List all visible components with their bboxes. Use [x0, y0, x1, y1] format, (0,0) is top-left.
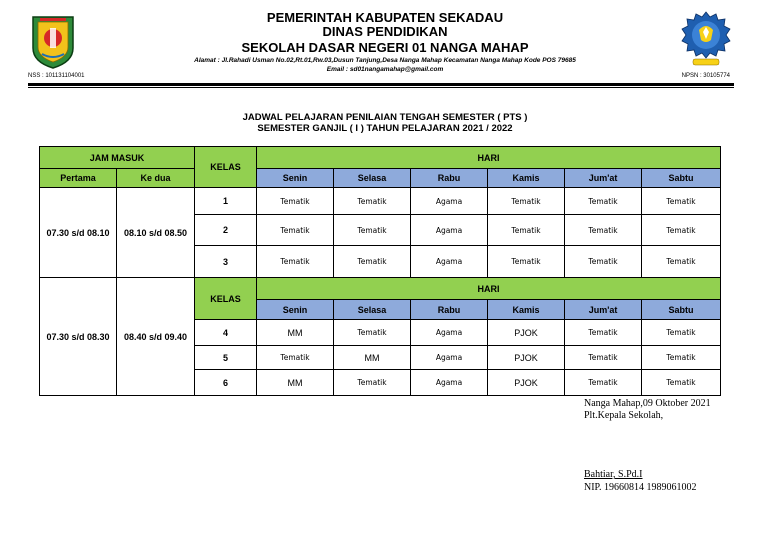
- subject-cell: Tematik: [565, 346, 642, 370]
- subject-cell: Tematik: [257, 346, 334, 370]
- time-pertama: 07.30 s/d 08.30: [40, 278, 117, 396]
- subject-cell: Tematik: [565, 370, 642, 396]
- subject-cell: Tematik: [334, 246, 411, 278]
- pertama-header: Pertama: [40, 169, 117, 188]
- kedua-header: Ke dua: [117, 169, 195, 188]
- subject-cell: Agama: [411, 370, 488, 396]
- schedule-title: JADWAL PELAJARAN PENILAIAN TENGAH SEMESTER ( PTS ): [242, 112, 528, 123]
- subject-cell: PJOK: [488, 320, 565, 346]
- regency-government-title: PEMERINTAH KABUPATEN SEKADAU: [266, 10, 504, 25]
- subject-cell: Tematik: [334, 320, 411, 346]
- schedule-table: [39, 146, 721, 396]
- day-header: Jum'at: [565, 169, 642, 188]
- subject-cell: Tematik: [488, 188, 565, 215]
- school-name-title: SEKOLAH DASAR NEGERI 01 NANGA MAHAP: [241, 40, 529, 55]
- hari-header: HARI: [257, 278, 721, 300]
- subject-cell: Tematik: [334, 370, 411, 396]
- day-header: Selasa: [334, 169, 411, 188]
- subject-cell: Tematik: [642, 188, 721, 215]
- schedule-subtitle: SEMESTER GANJIL ( I ) TAHUN PELAJARAN 2021 / 2022: [257, 123, 513, 134]
- signer-position: Plt.Kepala Sekolah,: [584, 410, 664, 421]
- day-header: Kamis: [488, 169, 565, 188]
- npsn-number: NPSN : 30105774: [681, 73, 730, 79]
- place-date: Nanga Mahap,09 Oktober 2021: [584, 398, 711, 409]
- subject-cell: Tematik: [257, 246, 334, 278]
- kelas-header: KELAS: [195, 147, 257, 188]
- time-kedua: 08.10 s/d 08.50: [117, 188, 195, 278]
- kelas-cell: 2: [195, 215, 257, 246]
- day-header: Senin: [257, 300, 334, 320]
- day-header: Senin: [257, 169, 334, 188]
- subject-cell: MM: [334, 346, 411, 370]
- subject-cell: Tematik: [257, 215, 334, 246]
- jam-masuk-header: JAM MASUK: [40, 147, 195, 169]
- subject-cell: Agama: [411, 215, 488, 246]
- subject-cell: PJOK: [488, 370, 565, 396]
- day-header: Selasa: [334, 300, 411, 320]
- kelas-cell: 4: [195, 320, 257, 346]
- subject-cell: Tematik: [488, 215, 565, 246]
- subject-cell: MM: [257, 370, 334, 396]
- subject-cell: Tematik: [642, 370, 721, 396]
- day-header: Sabtu: [642, 169, 721, 188]
- school-address: Alamat : Jl.Rahadi Usman No.02,Rt.01,Rw.03,Dusun Tanjung,Desa Nanga Mahap Kecamatan Nanga Mahap Kode POS 79685: [194, 57, 576, 64]
- subject-cell: Tematik: [565, 320, 642, 346]
- day-header: Rabu: [411, 300, 488, 320]
- subject-cell: Agama: [411, 188, 488, 215]
- day-header: Sabtu: [642, 300, 721, 320]
- subject-cell: Tematik: [257, 188, 334, 215]
- header-divider-thin: [28, 87, 734, 88]
- education-office-title: DINAS PENDIDIKAN: [322, 24, 448, 39]
- sekadau-emblem-icon: [30, 14, 76, 70]
- kelas-cell: 1: [195, 188, 257, 215]
- subject-cell: Tematik: [565, 246, 642, 278]
- subject-cell: Tematik: [334, 215, 411, 246]
- signer-nip: NIP. 19660814 1989061002: [584, 482, 697, 493]
- subject-cell: Tematik: [642, 320, 721, 346]
- signer-name: Bahtiar, S.Pd.I: [584, 469, 643, 480]
- kelas-cell: 3: [195, 246, 257, 278]
- subject-cell: Tematik: [565, 215, 642, 246]
- subject-cell: MM: [257, 320, 334, 346]
- subject-cell: Agama: [411, 246, 488, 278]
- subject-cell: Agama: [411, 320, 488, 346]
- subject-cell: Tematik: [642, 246, 721, 278]
- kelas-cell: 5: [195, 346, 257, 370]
- subject-cell: Tematik: [642, 215, 721, 246]
- tut-wuri-handayani-icon: [681, 10, 731, 68]
- nss-number: NSS : 101131104001: [28, 73, 85, 79]
- school-email: Email : sd01nangamahap@gmail.com: [326, 66, 444, 73]
- kelas-cell: 6: [195, 370, 257, 396]
- subject-cell: Agama: [411, 346, 488, 370]
- hari-header: HARI: [257, 147, 721, 169]
- time-kedua: 08.40 s/d 09.40: [117, 278, 195, 396]
- subject-cell: Tematik: [488, 246, 565, 278]
- day-header: Kamis: [488, 300, 565, 320]
- time-pertama: 07.30 s/d 08.10: [40, 188, 117, 278]
- subject-cell: Tematik: [334, 188, 411, 215]
- table-row: [40, 188, 721, 215]
- day-header: Rabu: [411, 169, 488, 188]
- subject-cell: Tematik: [642, 346, 721, 370]
- day-header: Jum'at: [565, 300, 642, 320]
- kelas-header: KELAS: [195, 278, 257, 320]
- header-divider-thick: [28, 83, 734, 86]
- subject-cell: Tematik: [565, 188, 642, 215]
- subject-cell: PJOK: [488, 346, 565, 370]
